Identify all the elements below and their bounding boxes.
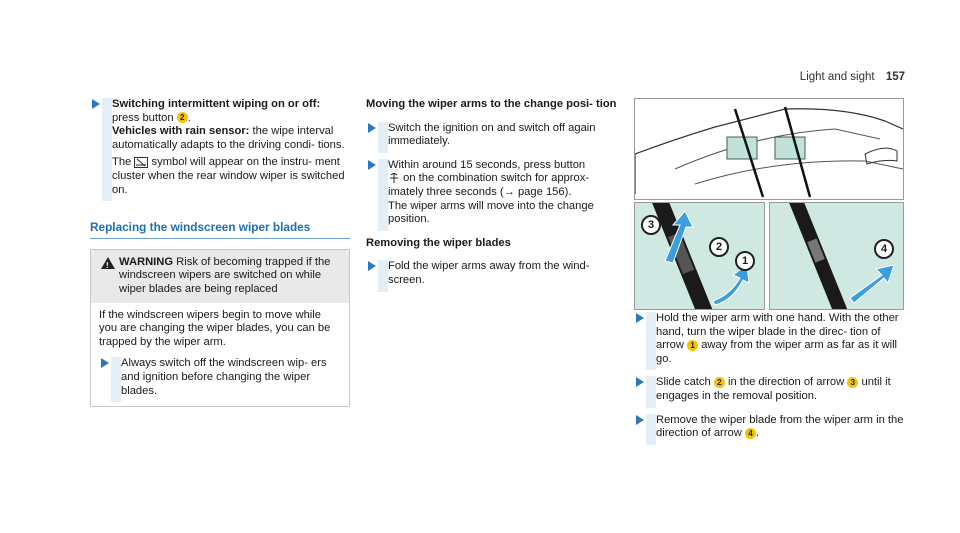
windscreen-illustration [634,98,904,200]
step-arrow-icon [368,261,376,271]
warning-body: If the windscreen wipers begin to move while you are changing the wiper blades, you can be trapped by the wiper arm. [99,308,331,348]
column-1 [90,98,350,407]
callout-2: 2 [709,237,729,257]
page-number: 157 [885,71,905,83]
step-intermittent-wiping: Switching intermittent wiping on or off: press button 2 . Vehicles with rain sensor: the wipe interval automatically adapts to the driving condi- tions. The symbol will appear on the instru- ment cluster when the rear window wiper is switched on. [90,98,350,197]
detail-panel-right [769,202,904,310]
callout-2-icon: 2 [177,112,188,123]
callout-2-icon: 2 [714,377,725,388]
warning-triangle-icon [101,257,115,269]
step-arrow-icon [636,415,644,425]
column-2 [366,98,618,298]
step-press-button: Within around 15 seconds, press button on the combination switch for approx- imately three seconds (→ page 156). The wiper arms will move into the change position. [366,159,618,227]
step-slide-catch: Slide catch 2 in the direction of arrow 3 until it engages in the removal position. [634,376,904,403]
detail-panel-left [634,202,765,310]
warning-box: ! WARNING Risk of becoming trapped if the windscreen wipers are switched on while wiper blades are being replaced If the windscreen wipers begin to move while you are changing the wiper blades, you can be trapped by the wiper arm. Always switch off the windscreen wip- ers and ignition before changing the wiper blades. [90,249,350,407]
step-title: Switching intermittent wiping on or off: [112,98,321,110]
warning-step: Always switch off the windscreen wip- ers and ignition before changing the wiper blades. [99,357,341,398]
step-switch-ignition: Switch the ignition on and switch off again immediately. [366,122,618,149]
step-fold-arms: Fold the wiper arms away from the wind- screen. [366,260,618,287]
step-arrow-icon [92,99,100,109]
rain-sensor-label: Vehicles with rain sensor: [112,125,250,138]
callout-1-icon: 1 [687,340,698,351]
callout-4: 4 [874,239,894,259]
step-remove-blade: Remove the wiper blade from the wiper arm in the direction of arrow 4 . [634,414,904,441]
step-arrow-icon [368,160,376,170]
callout-4-icon: 4 [745,428,756,439]
page-header [800,71,905,85]
callout-1: 1 [735,251,755,271]
step-arrow-icon [636,377,644,387]
step-arrow-icon [101,358,109,368]
wiper-button-icon [388,172,400,184]
wiper-illustration [634,98,904,310]
callout-3: 3 [641,215,661,235]
column-3 [634,312,904,451]
callout-3-icon: 3 [847,377,858,388]
heading-removing: Removing the wiper blades [366,236,511,249]
step-arrow-icon [368,123,376,133]
section-name: Light and sight [799,71,875,83]
heading-change-position: Moving the wiper arms to the change posi- tion [366,98,617,110]
step-arrow-icon [636,313,644,323]
rear-wiper-symbol-icon [134,157,148,168]
step-hold-arm: Hold the wiper arm with one hand. With the other hand, turn the wiper blade in the direc- tion of arrow 1 away from the wiper arm as far as it will go. [634,312,904,366]
section-title: Replacing the windscreen wiper blades [90,221,350,239]
warning-label: WARNING [119,255,174,268]
